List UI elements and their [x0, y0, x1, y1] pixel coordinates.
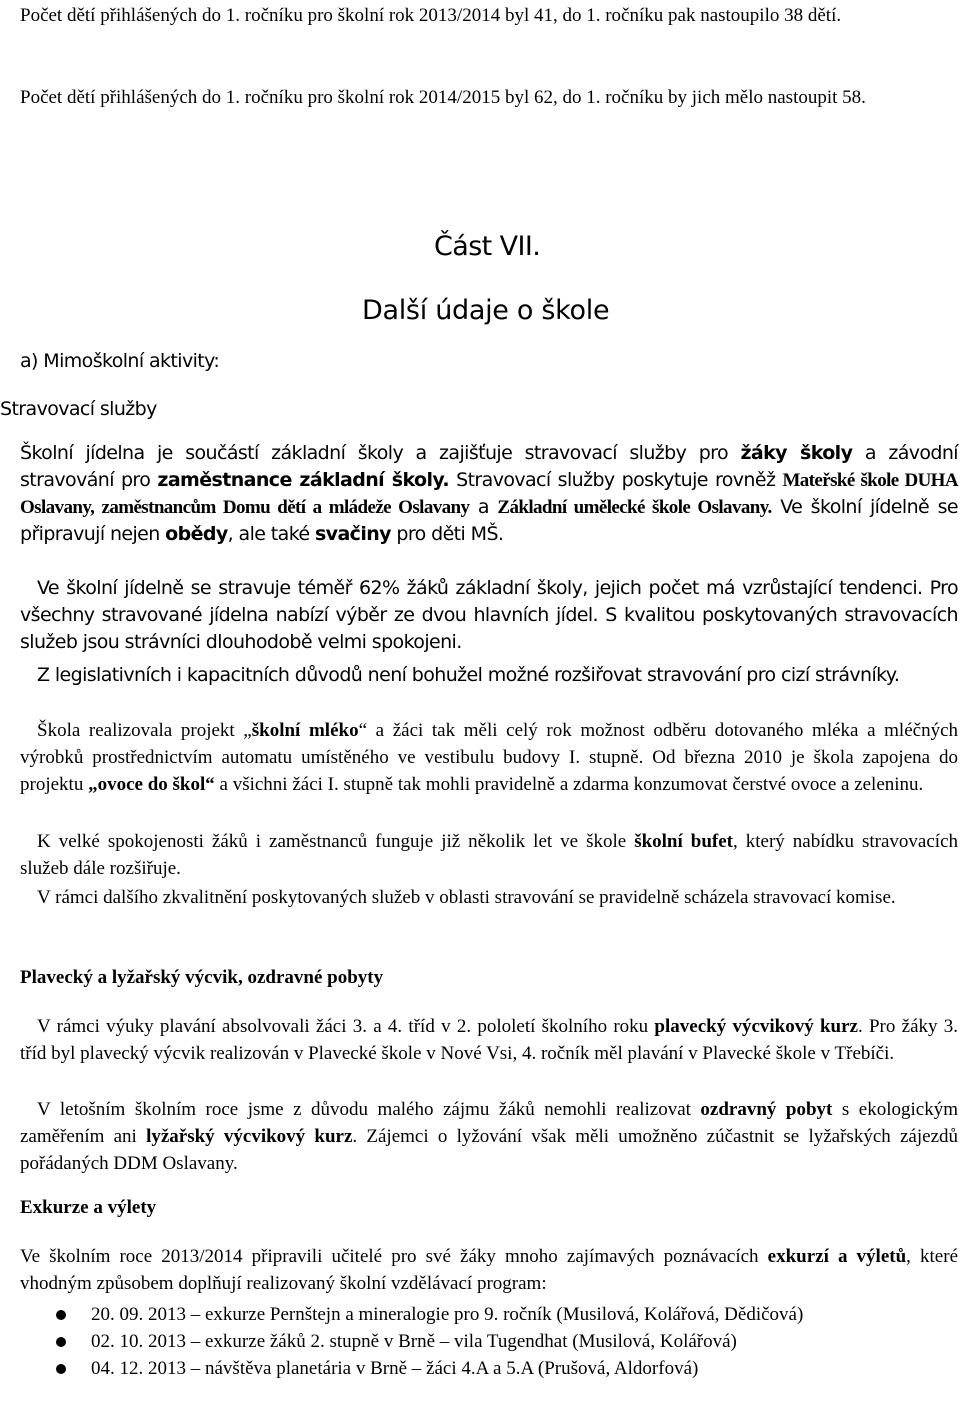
intro-paragraph-2013: Počet dětí přihlášených do 1. ročníku pro školní rok 2013/2014 byl 41, do 1. ročníku pak nastoupilo 38 dětí.	[20, 5, 842, 26]
plavani-paragraph-1: V rámci výuky plavání absolvovali žáci 3. a 4. tříd v 2. pololetí školního roku plavecký výcvikový kurz. Pro žáky 3. tříd byl plavecký výcvik realizován v Plavecké škole v Nové Vsi, 4. ročník měl plavání v Plavecké škole v Třebíči.	[20, 1016, 959, 1064]
section-a-subheading: Stravovací služby	[0, 398, 157, 420]
section-a-heading: a) Mimoškolní aktivity:	[20, 350, 220, 372]
part-subtitle: Další údaje o škole	[362, 295, 610, 326]
stravovani-paragraph-2: Ve školní jídelně se stravuje téměř 62% žáků základní školy, jejich počet má vzrůstající tendenci. Pro všechny stravované jídelna nabízí výběr ze dvou hlavních jídel. S kvalitou poskytovaných stravovacích služeb jsou strávníci dlouhodobě velmi spokojeni.	[20, 577, 958, 653]
plavani-paragraph-2: V letošním školním roce jsme z důvodu malého zájmu žáků nemohli realizovat ozdravný pobyt s ekologickým zaměřením ani lyžařský výcvikový kurz. Zájemci o lyžování však měli umožněno zúčastnit se lyžařských zájezdů pořádaných DDM Oslavany.	[20, 1099, 958, 1174]
stravovani-paragraph-3: Z legislativních i kapacitních důvodů není bohužel možné rozšiřovat stravování pro cizí strávníky.	[37, 664, 900, 686]
stravovani-paragraph-5: K velké spokojenosti žáků i zaměstnanců funguje již několik let ve škole školní bufet, který nabídku stravovacích služeb dále rozšiřuje.	[20, 831, 958, 879]
stravovani-paragraph-1: Školní jídelna je součástí základní školy a zajišťuje stravovací služby pro žáky školy a závodní stravování pro zaměstnance základní školy. Stravovací služby poskytuje rovněž Mateřské škole DUHA Oslavany, zaměstnancům Domu dětí a mládeže Oslavany a Základní umělecké škole Oslavany. Ve školní jídelně se připravují nejen obědy, ale také svačiny pro děti MŠ.	[20, 442, 958, 545]
plavani-heading: Plavecký a lyžařský výcvik, ozdravné pobyty	[20, 967, 384, 988]
list-item: 20. 09. 2013 – exkurze Pernštejn a mineralogie pro 9. ročník (Musilová, Kolářová, Dědičová)	[0, 1301, 958, 1328]
list-item: 04. 12. 2013 – návštěva planetária v Brně – žáci 4.A a 5.A (Prušová, Aldorfová)	[0, 1355, 958, 1382]
exkurze-list	[0, 1301, 958, 1382]
stravovani-paragraph-6: V rámci dalšího zkvalitnění poskytovaných služeb v oblasti stravování se pravidelně scházela stravovací komise.	[37, 887, 896, 908]
exkurze-paragraph: Ve školním roce 2013/2014 připravili učitelé pro své žáky mnoho zajímavých poznávacích exkurzí a výletů, které vhodným způsobem doplňují realizovaný školní vzdělávací program:	[20, 1246, 958, 1294]
bullet-icon	[56, 1310, 66, 1320]
list-item: 02. 10. 2013 – exkurze žáků 2. stupně v Brně – vila Tugendhat (Musilová, Kolářová)	[0, 1328, 958, 1355]
part-title: Část VII.	[434, 231, 541, 262]
intro-paragraph-2014: Počet dětí přihlášených do 1. ročníku pro školní rok 2014/2015 byl 62, do 1. ročníku by jich mělo nastoupit 58.	[20, 87, 866, 108]
bullet-icon	[56, 1364, 66, 1374]
stravovani-paragraph-4: Škola realizovala projekt „školní mléko“ a žáci tak měli celý rok možnost odběru dotovaného mléka a mléčných výrobků prostřednictvím automatu umístěného ve vestibulu budovy I. stupně. Od března 2010 je škola zapojena do projektu „ovoce do škol“ a všichni žáci I. stupně tak mohli pravidelně a zdarma konzumovat čerstvé ovoce a zeleninu.	[20, 720, 959, 795]
bullet-icon	[56, 1337, 66, 1347]
exkurze-heading: Exkurze a výlety	[20, 1197, 157, 1218]
